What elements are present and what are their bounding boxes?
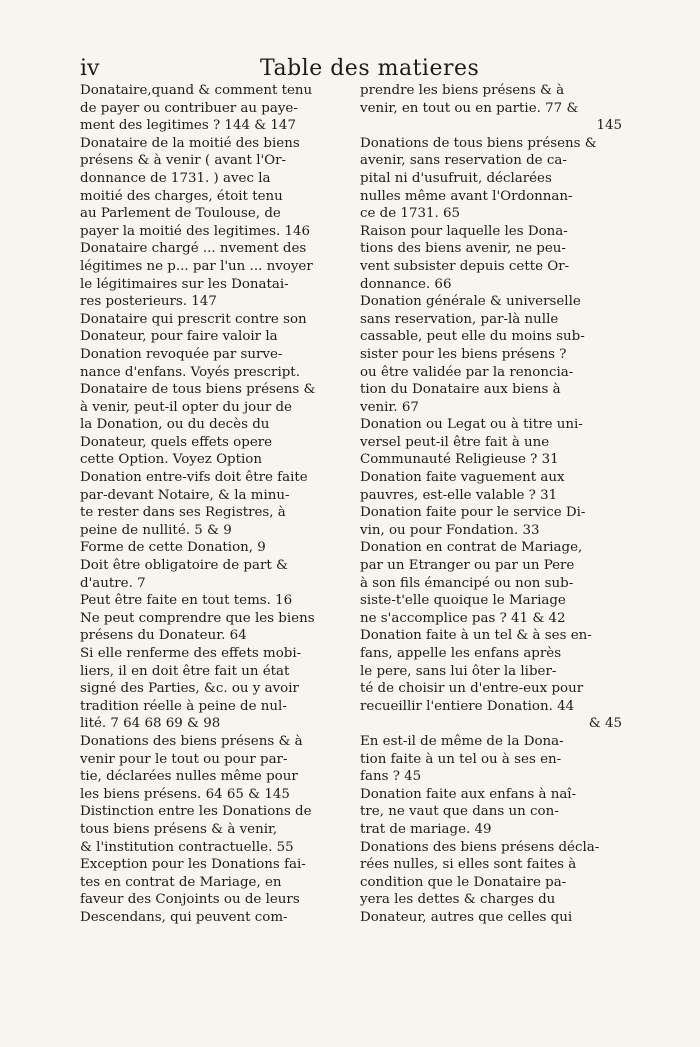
entry-line: par-devant Notaire, & la minu- <box>80 487 290 503</box>
entry-line: signé des Parties, &c. ou y avoir <box>80 681 299 697</box>
index-entry <box>80 557 342 592</box>
entry-line: Donateur, pour faire valoir la <box>80 329 278 345</box>
index-entry <box>360 293 622 416</box>
entry-line: Donateur, quels effets opere <box>80 434 273 450</box>
entry-line: vin, ou pour Fondation. 33 <box>360 522 540 538</box>
entry-line: vent subsister depuis cette Or- <box>360 258 570 274</box>
entry-line: à venir, peut-il opter du jour de <box>80 399 292 415</box>
entry-line: avenir, sans reservation de ca- <box>360 153 567 169</box>
entry-line: Distinction entre les Donations de <box>80 804 312 820</box>
entry-line: 145 <box>596 118 622 134</box>
entry-line: nulles même avant l'Ordonnan- <box>360 188 573 204</box>
entry-line: Donation faite vaguement aux <box>360 470 565 486</box>
entry-line: pauvres, est-elle valable ? 31 <box>360 487 558 503</box>
entry-line: tradition réelle à peine de nul- <box>80 698 287 714</box>
entry-line: yera les dettes & charges du <box>360 892 556 908</box>
entry-line: Communauté Religieuse ? 31 <box>360 452 559 468</box>
index-entry <box>80 311 342 381</box>
entry-line: trat de mariage. 49 <box>360 821 492 837</box>
index-entry <box>360 416 622 469</box>
entry-line: prendre les biens présens & à <box>360 83 565 98</box>
index-entry <box>80 82 342 135</box>
entry-line: Raison pour laquelle les Dona- <box>360 223 568 239</box>
entry-line: à son fils émancipé ou non sub- <box>360 575 574 591</box>
index-entry <box>360 733 622 786</box>
entry-line: cette Option. Voyez Option <box>80 452 262 468</box>
entry-line: Donation faite aux enfans à naî- <box>360 786 577 802</box>
entry-line: tie, déclarées nulles même pour <box>80 769 298 785</box>
entry-line: Si elle renferme des effets mobi- <box>80 646 302 661</box>
index-entry <box>360 82 622 135</box>
entry-line: té de choisir un d'entre-eux pour <box>360 681 584 697</box>
index-entry <box>360 786 622 839</box>
entry-line: sister pour les biens présens ? <box>360 346 567 362</box>
index-entry <box>80 610 342 645</box>
index-entry <box>360 504 622 539</box>
entry-line: tions des biens avenir, ne peu- <box>360 241 566 257</box>
index-entry <box>80 645 342 733</box>
entry-line: ce de 1731. 65 <box>360 206 461 222</box>
entry-line: pital ni d'usufruit, déclarées <box>360 170 552 186</box>
entry-line: tion faite à un tel ou à ses en- <box>360 751 562 767</box>
entry-line: Donation en contrat de Mariage, <box>360 540 583 556</box>
entry-line: recueillir l'entiere Donation. 44 <box>360 698 575 714</box>
index-entry <box>360 135 622 223</box>
entry-line: fans ? 45 <box>360 769 422 785</box>
entry-line: te rester dans ses Registres, à <box>80 505 286 521</box>
index-column-right <box>360 82 622 927</box>
entry-line: tion du Donataire aux biens à <box>360 382 561 398</box>
entry-line: au Parlement de Toulouse, de <box>80 206 281 222</box>
entry-line: la Donation, ou du decès du <box>80 417 270 433</box>
index-column-left <box>80 82 342 927</box>
entry-line: sans reservation, par-là nulle <box>360 311 559 327</box>
entry-line: Donation entre-vifs doit être faite <box>80 470 308 486</box>
entry-line: Donations des biens présens décla- <box>360 839 600 855</box>
entry-line: présens du Donateur. 64 <box>80 628 247 644</box>
running-title: Table des matieres <box>260 56 480 81</box>
entry-line: ne s'accomplice pas ? 41 & 42 <box>360 610 566 626</box>
entry-line: donnance de 1731. ) avec la <box>80 170 271 186</box>
index-entry <box>80 539 342 557</box>
entry-line: versel peut-il être fait à une <box>360 434 550 450</box>
entry-line: & 45 <box>588 716 622 732</box>
entry-line: faveur des Conjoints ou de leurs <box>80 892 300 908</box>
entry-line: Donations des biens présens & à <box>80 733 303 749</box>
entry-line: Donataire de la moitié des biens <box>80 135 300 151</box>
index-entry <box>80 240 342 310</box>
entry-line: les biens présens. 64 65 & 145 <box>80 786 290 802</box>
entry-line: tre, ne vaut que dans un con- <box>360 804 559 820</box>
index-entry <box>360 627 622 733</box>
index-entry <box>80 733 342 803</box>
entry-line: rées nulles, si elles sont faites à <box>360 857 577 873</box>
entry-line: Donations de tous biens présens & <box>360 135 597 151</box>
entry-line: de payer ou contribuer au paye- <box>80 100 298 116</box>
entry-line: venir. 67 <box>360 399 419 415</box>
entry-line: Donataire qui prescrit contre son <box>80 311 307 327</box>
entry-line: Donation faite à un tel & à ses en- <box>360 628 592 644</box>
entry-line: siste-t'elle quoique le Mariage <box>360 593 566 609</box>
index-entry <box>360 839 622 927</box>
entry-line: présens & à venir ( avant l'Or- <box>80 153 287 169</box>
entry-line: peine de nullité. 5 & 9 <box>80 522 232 538</box>
entry-line: venir, en tout ou en partie. 77 & <box>360 100 579 116</box>
index-entry <box>80 381 342 469</box>
entry-line: Exception pour les Donations fai- <box>80 857 306 873</box>
entry-line: nance d'enfans. Voyés prescript. <box>80 364 300 380</box>
entry-line: & l'institution contractuelle. 55 <box>80 839 294 855</box>
index-entry <box>80 856 342 926</box>
index-entry <box>360 469 622 504</box>
entry-line: par un Etranger ou par un Pere <box>360 558 575 574</box>
entry-line: ou être validée par la renoncia- <box>360 364 574 380</box>
entry-line: Donataire chargé ... nvement des <box>80 241 307 257</box>
index-entry <box>360 223 622 293</box>
entry-line: ment des legitimes ? 144 & 147 <box>80 118 296 134</box>
index-entry <box>80 803 342 856</box>
entry-line: Donateur, autres que celles qui <box>360 909 573 925</box>
entry-line: le pere, sans lui ôter la liber- <box>360 663 557 679</box>
entry-line: Donation faite pour le service Di- <box>360 505 586 521</box>
entry-line: Ne peut comprendre que les biens <box>80 610 315 626</box>
index-entry <box>80 135 342 241</box>
entry-line: res posterieurs. 147 <box>80 294 217 310</box>
entry-line: Forme de cette Donation, 9 <box>80 540 266 556</box>
entry-line: fans, appelle les enfans après <box>360 646 562 661</box>
index-entry <box>360 539 622 627</box>
entry-line: Donataire de tous biens présens & <box>80 382 316 398</box>
entry-line: Donation ou Legat ou à titre uni- <box>360 417 583 433</box>
entry-line: Donataire,quand & comment tenu <box>80 83 313 98</box>
entry-line: cassable, peut elle du moins sub- <box>360 329 585 345</box>
entry-line: le légitimaires sur les Donatai- <box>80 276 289 292</box>
entry-line: légitimes ne p... par l'un ... nvoyer <box>80 258 313 274</box>
entry-line: Peut être faite en tout tems. 16 <box>80 593 293 609</box>
entry-line: tes en contrat de Mariage, en <box>80 874 282 890</box>
index-entry <box>80 469 342 539</box>
entry-line: Donation générale & universelle <box>360 294 581 310</box>
entry-line: Doit être obligatoire de part & <box>80 558 288 574</box>
entry-line: En est-il de même de la Dona- <box>360 733 564 749</box>
entry-line: Descendans, qui peuvent com- <box>80 909 288 925</box>
entry-line: moitié des charges, étoit tenu <box>80 188 283 204</box>
entry-line: liers, il en doit être fait un état <box>80 663 290 679</box>
entry-line: venir pour le tout ou pour par- <box>80 751 288 767</box>
entry-line: payer la moitié des legitimes. 146 <box>80 223 311 239</box>
entry-line: tous biens présens & à venir, <box>80 821 278 837</box>
entry-line: d'autre. 7 <box>80 575 146 591</box>
entry-line: donnance. 66 <box>360 276 452 292</box>
index-entry <box>80 592 342 610</box>
entry-line: Donation revoquée par surve- <box>80 346 283 362</box>
entry-line: condition que le Donataire pa- <box>360 874 567 890</box>
page-header <box>80 54 625 84</box>
entry-line: lité. 7 64 68 69 & 98 <box>80 716 221 732</box>
page-number: iv <box>80 56 100 81</box>
